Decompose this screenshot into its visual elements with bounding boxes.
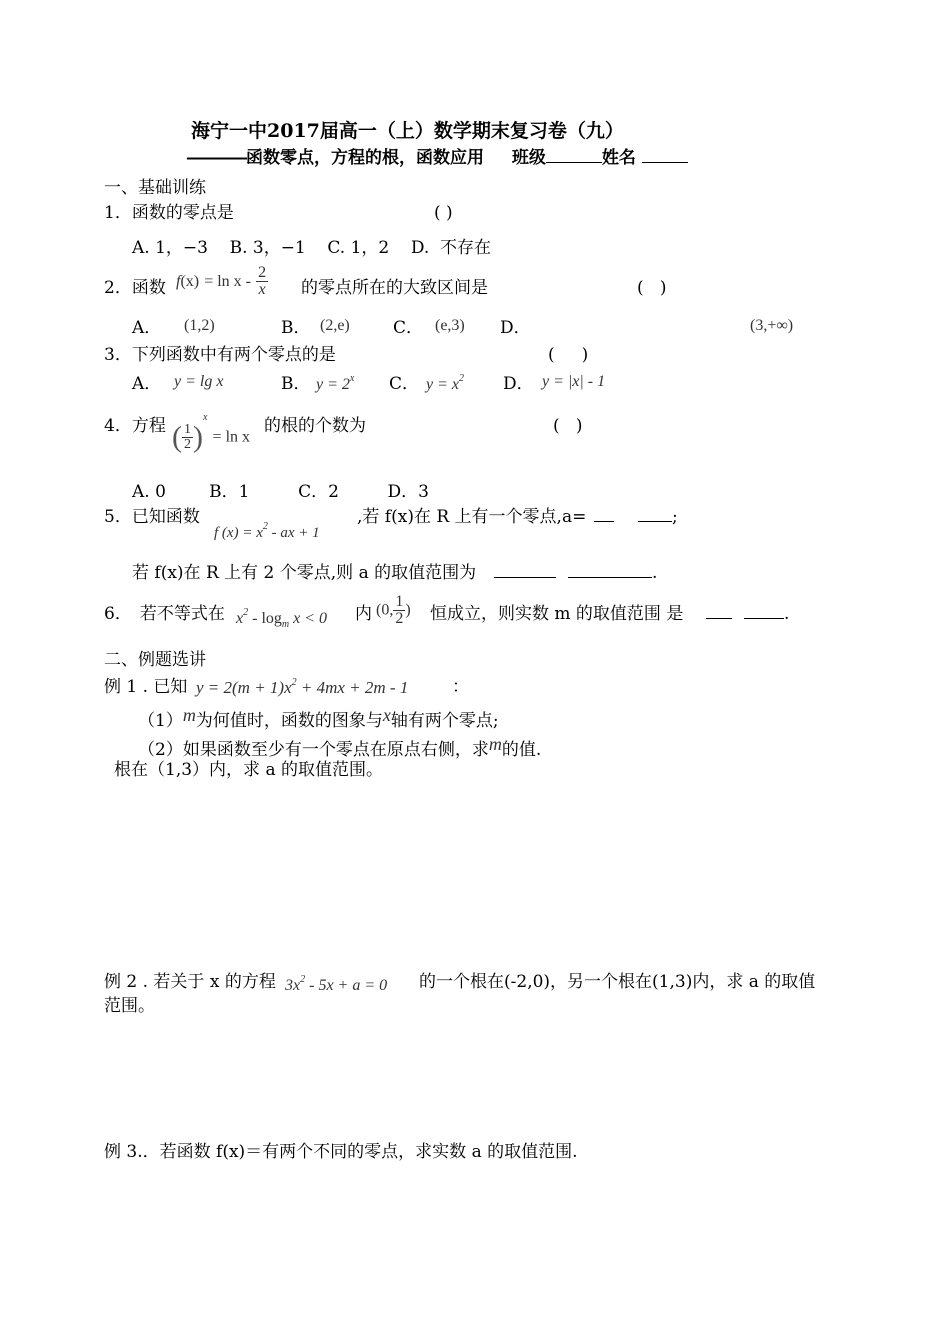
q2-frac-num: 2 <box>258 264 267 281</box>
q2-fraction <box>256 265 268 298</box>
q1-options: A. 1，−3 B. 3，−1 C. 1，2 D. 不存在 <box>132 238 492 258</box>
q3-f-b <box>316 374 354 393</box>
q6-blank[interactable]: . <box>706 606 789 623</box>
q2-int-b: (2,e) <box>320 317 350 334</box>
q1-number: 1． <box>104 203 132 223</box>
q5-f: f (x) = x <box>214 525 263 541</box>
q3-f-b-sup: x <box>349 373 355 384</box>
ex2-pre: 例 2 . 若关于 x 的方程 <box>104 972 276 992</box>
page-title: 海宁一中2017届高一（上）数学期末复习卷（九） <box>191 120 624 142</box>
q4-frac-num: 1 <box>184 422 191 437</box>
q2 <box>104 280 166 297</box>
ex1-part1 <box>138 705 499 731</box>
ex1-label: 例 1 . 已知 <box>104 677 188 697</box>
q2-number: 2． <box>104 278 132 298</box>
q4-formula <box>172 413 250 453</box>
ex1-p2-pre: （2）如果函数至少有一个零点在原点右侧，求 <box>138 740 489 760</box>
subtitle-text: 函数零点，方程的根，函数应用 <box>246 148 484 168</box>
q3-opt-b: B． <box>281 374 311 394</box>
q6-pre: 若不等式在 <box>139 604 225 624</box>
q4-pre: 方程 <box>131 416 166 436</box>
q3-f-d: y = |x| - 1 <box>542 373 606 390</box>
q2-eq: = ln x - <box>204 273 251 290</box>
q1 <box>104 205 234 222</box>
q3-f-a: y = lg x <box>174 373 224 390</box>
ex1-p1-post: 轴有两个零点; <box>390 711 499 731</box>
q6-mid: 内 <box>355 604 372 624</box>
ex1-p2-post: 的值. <box>501 740 542 760</box>
ex1-formula-main: y = 2(m + 1)x <box>196 678 292 697</box>
q2-int-c: (e,3) <box>435 317 465 334</box>
q4-paren-left: ( <box>172 420 182 454</box>
q3-f-c-sup: 2 <box>459 373 464 384</box>
class-label: 班级 <box>511 148 546 168</box>
q3-f-c <box>426 374 464 393</box>
ex1-formula-sup: 2 <box>291 677 297 688</box>
ex2-formula-main: 3x <box>285 977 301 994</box>
ex1-p2-m: m <box>488 734 502 754</box>
q4-options: A. 0 B．1 C．2 D．3 <box>132 482 429 502</box>
q4-number: 4． <box>104 416 132 436</box>
q6-post: 恒成立，则实数 m 的取值范围 是 <box>430 604 684 624</box>
q6-ineq-end: x < 0 <box>289 610 328 627</box>
ex1-part3: 根在（1,3）内，求 a 的取值范围。 <box>114 760 383 780</box>
q5-f-sup: 2 <box>262 521 268 532</box>
section2-heading: 二、例题选讲 <box>104 650 206 670</box>
q6-ineq-sup: 2 <box>243 607 249 618</box>
name-blank[interactable] <box>642 162 688 163</box>
ex1-p1-mid: 为何值时，函数的图象与 <box>195 711 383 731</box>
q6-fraction <box>393 594 405 627</box>
q2-f: f <box>176 273 181 290</box>
q3-number: 3． <box>104 345 132 365</box>
ex2-formula-sup: 2 <box>300 974 306 985</box>
q6 <box>104 606 225 623</box>
q5-mid: ,若 f(x)在 R 上有一个零点,a= <box>357 507 587 527</box>
q2-int-a: (1,2) <box>184 317 215 334</box>
ex1-end: ： <box>452 677 469 697</box>
ex3-text: 例 3.．若函数 f(x)＝有两个不同的零点，求实数 a 的取值范围. <box>104 1142 578 1162</box>
page-subtitle <box>186 150 688 167</box>
ex2-formula <box>285 975 387 994</box>
ex1-p1-m: m <box>182 705 196 725</box>
q6-frac-den: 2 <box>395 610 404 627</box>
q3-opt-c: C． <box>389 374 420 394</box>
ex1-p1-pre: （1） <box>138 711 183 731</box>
section1-heading: 一、基础训练 <box>104 178 206 198</box>
q6-int-post: ) <box>405 601 411 619</box>
q5-formula <box>214 522 320 541</box>
q2-formula <box>176 265 268 298</box>
q2-answer-bracket: ( ) <box>637 278 667 298</box>
q4-eq: = ln x <box>212 428 251 446</box>
q4-frac-den: 2 <box>184 437 191 452</box>
q6-int-pre: (0, <box>376 601 394 619</box>
ex2-post: 的一个根在(-2,0)，另一个根在(1,3)内，求 a 的取值 <box>419 972 816 992</box>
q2-opt-a: A． <box>132 318 162 338</box>
q3-text: 下列函数中有两个零点的是 <box>131 345 336 365</box>
q5-line2: 若 f(x)在 R 上有 2 个零点,则 a 的取值范围为 <box>132 563 477 583</box>
q3-opt-a: A． <box>132 374 162 394</box>
class-blank[interactable] <box>546 162 602 163</box>
ex1-p1-x: x <box>382 705 391 725</box>
q5 <box>104 509 200 526</box>
q5-blank-1[interactable]: ; <box>594 509 678 526</box>
q5-number: 5． <box>104 507 132 527</box>
ex1-formula <box>196 678 408 696</box>
q2-opt-d: D． <box>500 318 531 338</box>
q6-frac-num: 1 <box>395 593 404 610</box>
q2-post: 的零点所在的大致区间是 <box>301 278 488 298</box>
q2-pre: 函数 <box>131 278 166 298</box>
q4-sup: x <box>203 412 208 423</box>
q6-ineq-sub: m <box>281 619 290 630</box>
q4-answer-bracket: ( ) <box>553 416 583 436</box>
name-label: 姓名 <box>601 148 636 168</box>
q5-f-rest: - ax + 1 <box>267 525 320 541</box>
q4 <box>104 418 166 435</box>
q4-paren-right: ) <box>193 420 203 454</box>
q3-f-b-base: y = 2 <box>316 376 350 393</box>
q6-ineq-log: - log <box>248 610 282 627</box>
q3 <box>104 347 336 364</box>
q2-int-d: (3,+∞) <box>750 317 794 334</box>
q3-opt-d: D． <box>503 374 534 394</box>
q3-answer-bracket: ( ) <box>548 345 589 365</box>
q6-interval <box>376 594 411 627</box>
ex1-part2 <box>138 734 542 760</box>
q6-number: 6． <box>104 604 132 624</box>
q1-answer-bracket: ( ) <box>434 203 453 223</box>
q2-opt-b: B． <box>281 318 311 338</box>
subtitle-dash: ———— <box>186 148 246 168</box>
ex1-formula-rest: + 4mx + 2m - 1 <box>296 678 409 697</box>
q1-text: 函数的零点是 <box>131 203 234 223</box>
q2-opt-c: C． <box>393 318 424 338</box>
q2-frac-den: x <box>258 281 266 298</box>
ex2-line2: 范围。 <box>104 996 155 1016</box>
q4-fraction <box>182 423 193 452</box>
ex2-formula-rest: - 5x + a = 0 <box>305 977 388 994</box>
q6-ineq-x: x <box>236 610 244 627</box>
q6-ineq <box>236 608 327 630</box>
q4-post: 的根的个数为 <box>264 416 366 436</box>
q5-blank-2[interactable]: . <box>494 565 657 582</box>
q2-x: (x) <box>180 273 200 290</box>
q5-pre: 已知函数 <box>131 507 200 527</box>
q3-f-c-base: y = x <box>426 376 459 393</box>
